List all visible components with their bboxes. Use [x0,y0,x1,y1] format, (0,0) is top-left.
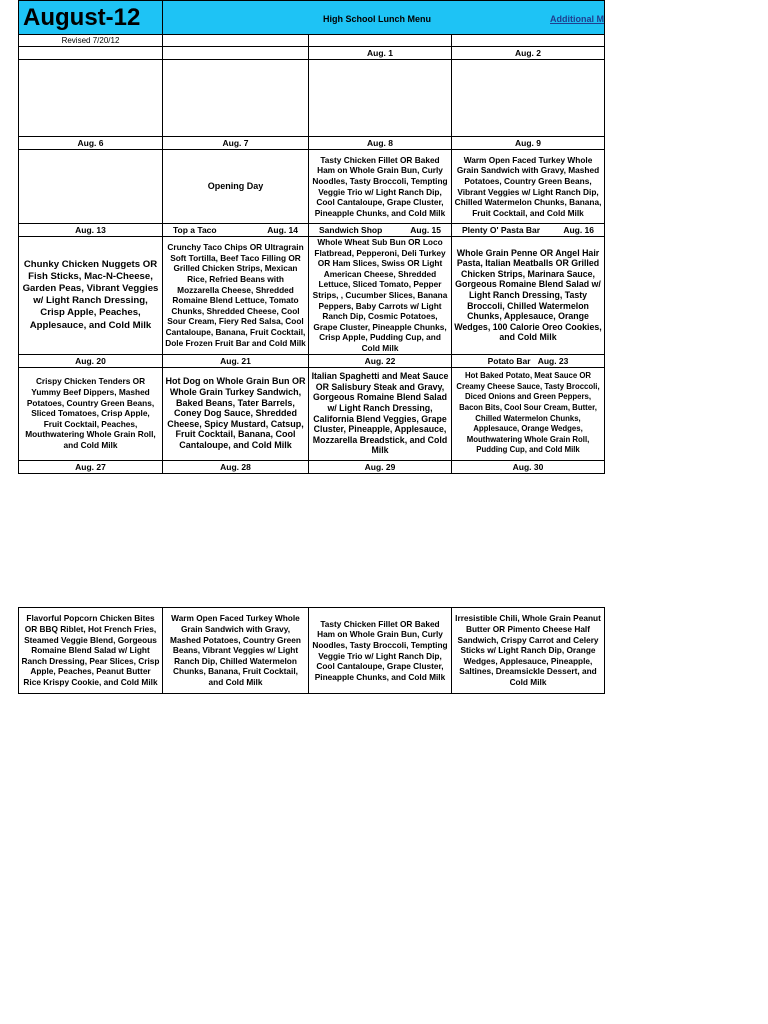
date-cell: Aug. 29 [309,460,452,473]
menu-subtitle: High School Lunch Menu [323,13,431,24]
date-cell: Aug. 1 [309,47,452,60]
page-title: August-12 [23,3,141,31]
date-cell: Aug. 30 [452,460,605,473]
empty-cell [452,35,605,47]
theme-label: Plenty O' Pasta Bar [462,225,541,235]
date-cell [163,224,309,237]
menu-cell: Hot Baked Potato, Meat Sauce OR Creamy Cheese Sauce, Tasty Broccoli, Diced Onions and Green Peppers, Bacon Bits, Cool Sour Cream, Butter, Chilled Watermelon Chunks, Applesauce, Orange Wedges, Mouthwatering Whole Grain Roll, Pudding Cup, and Cold Milk [452,367,605,460]
week-5-table [18,607,605,694]
week-2-row [19,150,605,224]
date-cell: Aug. 7 [163,137,309,150]
menu-cell [452,60,605,137]
date-label: Aug. 14 [267,225,298,235]
date-cell [309,224,452,237]
menu-cell [163,60,309,137]
date-label: Aug. 21 [220,355,251,366]
menu-cell: Whole Wheat Sub Bun OR Loco Flatbread, Pepperoni, Deli Turkey OR Ham Slices, Swiss OR Light American Cheese, Shredded Lettuce, Sliced Tomato, Pepper Strips, , Cucumber Slices, Banana Peppers, Baby Carrots w/ Light Ranch Dip, Cosmic Potatoes, Grape Cluster, Pineapple Chunks, Crisp Apple, Pudding Cup, and Cold Milk [309,237,452,355]
date-cell: Aug. 8 [309,137,452,150]
date-label: Aug. 22 [364,355,396,366]
date-cell [19,224,163,237]
date-label: Aug. 15 [410,225,441,235]
date-row-1 [19,47,605,60]
menu-cell: Italian Spaghetti and Meat Sauce OR Salisbury Steak and Gravy, Gorgeous Romaine Blend Salad w/ Light Ranch Dressing, California Blend Veggies, Grape Cluster, Pineapple, Applesauce, Mozzarella Breadstick, and Cold Milk [309,367,452,460]
menu-cell: Warm Open Faced Turkey Whole Grain Sandwich with Gravy, Mashed Potatoes, Country Green Beans, Vibrant Veggies w/ Light Ranch Dip, Chilled Watermelon Chunks, Banana, Fruit Cocktail, and Cold Milk [163,608,309,694]
date-cell [309,354,452,367]
date-cell: Aug. 9 [452,137,605,150]
menu-cell: Tasty Chicken Fillet OR Baked Ham on Whole Grain Bun, Curly Noodles, Tasty Broccoli, Tempting Veggie Trio w/ Light Ranch Dip, Cool Cantaloupe, Grape Cluster, Pineapple Chunks, and Cold Milk [309,150,452,224]
revised-row [19,35,605,47]
menu-cell: Irresistible Chili, Whole Grain Peanut Butter OR Pimento Cheese Half Sandwich, Crispy Carrot and Celery Sticks w/ Light Ranch Dip, Orange Wedges, Applesauce, Pineapple, Saltines, Dreamsickle Dessert, and Cold Milk [452,608,605,694]
date-label: Aug. 20 [75,355,106,366]
menu-cell: Whole Grain Penne OR Angel Hair Pasta, Italian Meatballs OR Grilled Chicken Strips, Marinara Sauce, Gorgeous Romaine Blend Salad w/ Light Ranch Dressing, Tasty Broccoli, Chilled Watermelon Chunks, Applesauce, Orange Wedges, 100 Calorie Oreo Cookies, and Cold Milk [452,237,605,355]
menu-cell [19,60,163,137]
date-cell: Aug. 28 [163,460,309,473]
date-row-3 [19,224,605,237]
menu-cell: Chunky Chicken Nuggets OR Fish Sticks, Mac-N-Cheese, Garden Peas, Vibrant Veggies w/ Light Ranch Dressing, Crisp Apple, Peaches, Applesauce, and Cold Milk [19,237,163,355]
week-5-block [18,607,604,694]
title-row [19,1,605,35]
date-cell [452,224,605,237]
date-row-5 [19,460,605,473]
opening-day-cell: Opening Day [163,150,309,224]
date-cell [452,354,605,367]
menu-cell: Flavorful Popcorn Chicken Bites OR BBQ Riblet, Hot French Fries, Steamed Veggie Blend, Gorgeous Romaine Blend Salad w/ Light Ranch Dressing, Pear Slices, Crisp Apple, Peaches, Peanut Butter Rice Krispy Cookie, and Cold Milk [19,608,163,694]
subtitle-cell [163,1,605,35]
date-cell [163,354,309,367]
theme-label: Potato Bar [487,355,531,366]
date-cell [163,47,309,60]
menu-cell: Crispy Chicken Tenders OR Yummy Beef Dippers, Mashed Potatoes, Country Green Beans, Sliced Tomatoes, Crisp Apple, Fruit Cocktail, Peaches, Mouthwatering Whole Grain Roll, and Cold Milk [19,367,163,460]
date-cell [19,47,163,60]
menu-cell: Tasty Chicken Fillet OR Baked Ham on Whole Grain Bun, Curly Noodles, Tasty Broccoli, Tempting Veggie Trio w/ Light Ranch Dip, Cool Cantaloupe, Grape Cluster, Pineapple Chunks, and Cold Milk [309,608,452,694]
date-cell: Aug. 27 [19,460,163,473]
date-label: Aug. 16 [563,225,595,235]
theme-label: Top a Taco [173,225,217,235]
theme-label: Sandwich Shop [319,225,383,235]
menu-sheet [18,0,604,474]
date-cell: Aug. 6 [19,137,163,150]
title-cell [19,1,163,35]
menu-table [18,0,605,474]
week-4-row [19,367,605,460]
empty-cell [309,35,452,47]
week-1-row [19,60,605,137]
week-3-row [19,237,605,355]
date-cell: Aug. 2 [452,47,605,60]
menu-cell: Warm Open Faced Turkey Whole Grain Sandwich with Gravy, Mashed Potatoes, Country Green Beans, Vibrant Veggies w/ Light Ranch Dip, Chilled Watermelon Chunks, Banana, Fruit Cocktail, and Cold Milk [452,150,605,224]
additional-menu-link[interactable]: Additional M [550,14,604,24]
menu-cell: Hot Dog on Whole Grain Bun OR Whole Grain Turkey Sandwich, Baked Beans, Tater Barrels, Coney Dog Sauce, Shredded Cheese, Spicy Mustard, Catsup, Fruit Cocktail, Banana, Cool Cantaloupe, and Cold Milk [163,367,309,460]
date-row-4 [19,354,605,367]
week-5-row [19,608,605,694]
date-label: Aug. 13 [75,225,106,235]
menu-cell: Crunchy Taco Chips OR Ultragrain Soft Tortilla, Beef Taco Filling OR Grilled Chicken Strips, Mexican Rice, Refried Beans with Mozzarella Cheese, Shredded Romaine Blend Lettuce, Tomato Chunks, Shredded Cheese, Cool Sour Cream, Fiery Red Salsa, Cool Cantaloupe, Banana, Fruit Cocktail, Dole Frozen Fruit Bar and Cold Milk [163,237,309,355]
date-cell [19,354,163,367]
menu-cell [19,150,163,224]
empty-cell [163,35,309,47]
date-label: Aug. 23 [537,355,569,366]
date-row-2 [19,137,605,150]
revised-note: Revised 7/20/12 [19,35,163,47]
menu-cell [309,60,452,137]
